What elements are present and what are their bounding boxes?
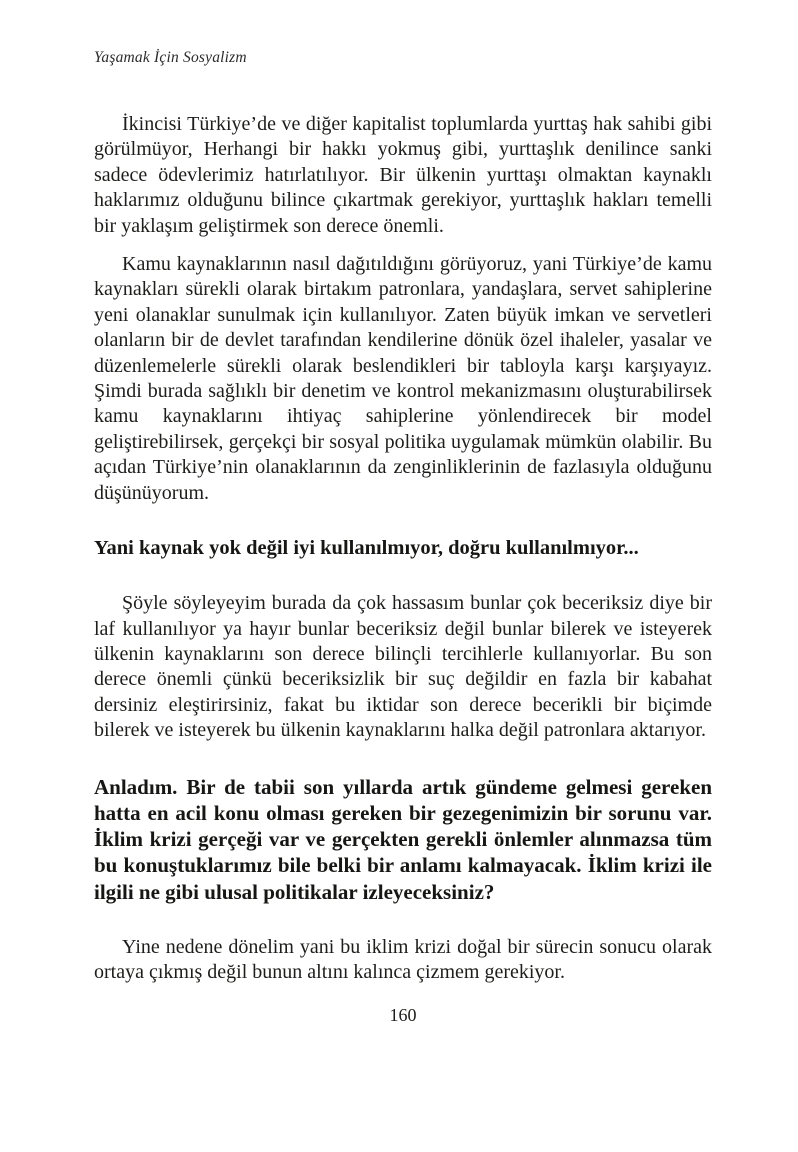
- body-paragraph-3: Şöyle söyleyeyim burada da çok hassasım bunlar çok beceriksiz diye bir laf kullanılıyor ya hayır bunlar beceriksiz değil bunlar bilerek ve isteyerek ülkenin kaynaklarını son derece bilinçli tercihlerle kullanıyorlar. Bu son derece önemli çünkü beceriksizlik bir suç değildir en fazla bir kabahat dersiniz eleştirirsiniz, fakat bu iktidar son derece becerikli bir biçimde bilerek ve isteyerek bu ülkenin kaynaklarını halka değil patronlara aktarıyor.: [94, 592, 712, 742]
- body-paragraph-4: Yine nedene dönelim yani bu iklim krizi doğal bir sürecin sonucu olarak ortaya çıkmış değil bunun altını kalınca çizmem gerekiyor.: [94, 936, 712, 984]
- body-paragraph-1: İkincisi Türkiye’de ve diğer kapitalist toplumlarda yurttaş hak sahibi gibi görülmüyor, Herhangi bir hakkı yokmuş gibi, yurttaşlık denilince sanki sadece ödevlerimiz hatırlatılıyor. Bir ülkenin yurttaşı olmaktan kaynaklı haklarımız olduğunu bilince çıkartmak gerekiyor, yurttaşlık hakları temelli bir yaklaşım geliştirmek son derece önemli.: [94, 113, 712, 237]
- page-body: [94, 112, 712, 986]
- interviewer-question-heading: Yani kaynak yok değil iyi kullanılmıyor, doğru kullanılmıyor...: [94, 537, 639, 560]
- body-paragraph-2: Kamu kaynaklarının nasıl dağıtıldığını görüyoruz, yani Türkiye’de kamu kaynakları sürekli olarak birtakım patronlara, yandaşlara, servet sahiplerine yeni olanaklar sunulmak için kullanılıyor. Zaten büyük imkan ve servetleri olanların bir de devlet tarafından kendilerine dönük özel ihaleler, yasalar ve düzenlemelerle sürekli olarak beslendikleri bir tabloyla karşı karşıyayız. Şimdi burada sağlıklı bir denetim ve kontrol mekanizmasını oluşturabilirsek kamu kaynaklarını ihtiyaç sahiplerine yönlendirecek bir model geliştirebilirsek, gerçekçi bir sosyal politika uygulamak mümkün olabilir. Bu açıdan Türkiye’nin olanaklarının da zenginliklerinin de fazlasıyla olduğunu düşünüyorum.: [94, 253, 712, 504]
- running-header: Yaşamak İçin Sosyalizm: [94, 49, 247, 66]
- page-number: 160: [389, 1004, 417, 1025]
- interviewer-question-paragraph: Anladım. Bir de tabii son yıllarda artık gündeme gelmesi gereken hatta en acil konu olması gereken bir gezegenimizin bir sorunu var. İklim krizi gerçeği var ve gerçekten gerekli önlemler alınmazsa tüm bu konuştuklarımız bile belki bir anlamı kalmayacak. İklim krizi ile ilgili ne gibi ulusal politikalar izleyeceksiniz?: [94, 774, 712, 904]
